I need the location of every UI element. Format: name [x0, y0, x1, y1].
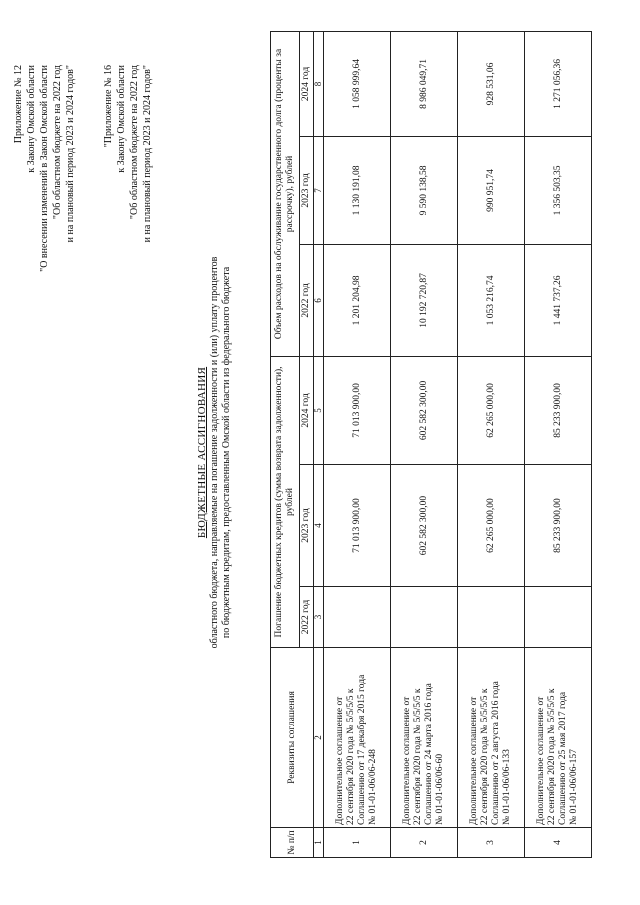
year-header: 2024 год	[300, 356, 314, 464]
year-header: 2022 год	[300, 587, 314, 648]
table-row	[391, 31, 458, 857]
requisites-line: Соглашению от 17 декабря 2015 года	[357, 674, 367, 825]
repayment-2022	[525, 587, 592, 648]
service-2023: 1 130 191,08	[324, 136, 391, 244]
title-line: БЮДЖЕТНЫЕ АССИГНОВАНИЯ	[196, 366, 208, 539]
service-2024: 1 271 056,36	[525, 31, 592, 136]
title-line: по бюджетным кредитам, предоставленным Омской области из федерального бюджета	[221, 266, 232, 639]
service-2023: 990 951,74	[458, 136, 525, 244]
requisites-line: Дополнительное соглашение от	[402, 696, 412, 825]
service-2022: 1 441 737,26	[525, 244, 592, 356]
repayment-2023: 71 013 900,00	[324, 465, 391, 587]
requisites-line: № 01-01-06/06-248	[368, 749, 378, 825]
repayment-2024: 602 582 300,00	[391, 356, 458, 464]
col-header-no: № п/п	[271, 828, 314, 858]
repayment-2023: 85 233 900,00	[525, 465, 592, 587]
appendix-header-16	[102, 65, 154, 242]
allocations-table	[270, 31, 592, 858]
column-index: 1	[314, 828, 324, 858]
requisites-line: Дополнительное соглашение от	[335, 696, 345, 825]
requisites-line: Дополнительное соглашение от	[469, 696, 479, 825]
appendix-header-12	[12, 65, 77, 272]
header-line: Приложение № 12	[13, 65, 24, 144]
requisites-line: Соглашению от 2 августа 2016 года	[491, 681, 501, 825]
service-2024: 928 531,06	[458, 31, 525, 136]
column-index: 7	[314, 136, 324, 244]
year-header: 2023 год	[300, 465, 314, 587]
service-2023: 1 356 503,35	[525, 136, 592, 244]
repayment-2024: 85 233 900,00	[525, 356, 592, 464]
header-line: "О внесении изменений в Закон Омской области	[39, 65, 50, 272]
col-header-service: Объем расходов на обслуживание государственного долга (проценты за рассрочку), рублей	[271, 31, 300, 356]
agreement-requisites	[458, 648, 525, 828]
service-2022: 1 201 204,98	[324, 244, 391, 356]
agreement-requisites	[391, 648, 458, 828]
col-header-repayment: Погашение бюджетных кредитов (сумма возврата задолженности), рублей	[271, 356, 300, 647]
repayment-2024: 71 013 900,00	[324, 356, 391, 464]
header-line: и на плановый период 2023 и 2024 годов"	[65, 65, 76, 243]
title-line: областного бюджета, направляемые на погашение задолженности и (или) уплату процентов	[209, 256, 220, 649]
requisites-line: Соглашению от 24 марта 2016 года	[424, 683, 434, 825]
requisites-line: Дополнительное соглашение от	[536, 696, 546, 825]
repayment-2023: 602 582 300,00	[391, 465, 458, 587]
header-line: "Об областном бюджете на 2022 год	[129, 65, 140, 220]
agreement-requisites	[324, 648, 391, 828]
row-number: 3	[458, 828, 525, 858]
table-row	[324, 31, 391, 857]
requisites-line: 22 сентября 2020 года № 5/5/5/5 к	[413, 688, 423, 825]
service-2024: 8 986 049,71	[391, 31, 458, 136]
year-header: 2022 год	[300, 244, 314, 356]
requisites-line: № 01-01-06/06-60	[435, 753, 445, 825]
requisites-line: Соглашению от 25 мая 2017 года	[558, 691, 568, 825]
column-index: 4	[314, 465, 324, 587]
header-line: "Об областном бюджете на 2022 год	[52, 65, 63, 220]
service-2023: 9 590 138,58	[391, 136, 458, 244]
requisites-line: № 01-01-06/06-133	[502, 749, 512, 825]
table-row	[525, 31, 592, 857]
requisites-line: 22 сентября 2020 года № 5/5/5/5 к	[346, 688, 356, 825]
repayment-2022	[324, 587, 391, 648]
table-header-row	[271, 31, 300, 857]
row-number: 4	[525, 828, 592, 858]
table-row	[458, 31, 525, 857]
year-header: 2024 год	[300, 31, 314, 136]
row-number: 2	[391, 828, 458, 858]
header-line: к Закону Омской области	[116, 65, 127, 173]
header-line: к Закону Омской области	[26, 65, 37, 173]
service-2022: 1 053 216,74	[458, 244, 525, 356]
column-index: 2	[314, 648, 324, 828]
requisites-line: 22 сентября 2020 года № 5/5/5/5 к	[480, 688, 490, 825]
header-line: и на плановый период 2023 и 2024 годов"	[142, 65, 153, 243]
repayment-2024: 62 265 000,00	[458, 356, 525, 464]
row-number: 1	[324, 828, 391, 858]
column-index: 3	[314, 587, 324, 648]
column-index: 6	[314, 244, 324, 356]
repayment-2022	[458, 587, 525, 648]
column-index: 8	[314, 31, 324, 136]
col-header-requisites: Реквизиты соглашения	[271, 648, 314, 828]
service-2022: 10 192 720,87	[391, 244, 458, 356]
column-index: 5	[314, 356, 324, 464]
document-title	[196, 0, 233, 905]
column-index-row	[314, 31, 324, 857]
service-2024: 1 058 999,64	[324, 31, 391, 136]
repayment-2022	[391, 587, 458, 648]
requisites-line: 22 сентября 2020 года № 5/5/5/5 к	[547, 688, 557, 825]
agreement-requisites	[525, 648, 592, 828]
year-header: 2023 год	[300, 136, 314, 244]
requisites-line: № 01-01-06/06-157	[569, 749, 579, 825]
repayment-2023: 62 265 000,00	[458, 465, 525, 587]
header-line: "Приложение № 16	[103, 65, 114, 148]
